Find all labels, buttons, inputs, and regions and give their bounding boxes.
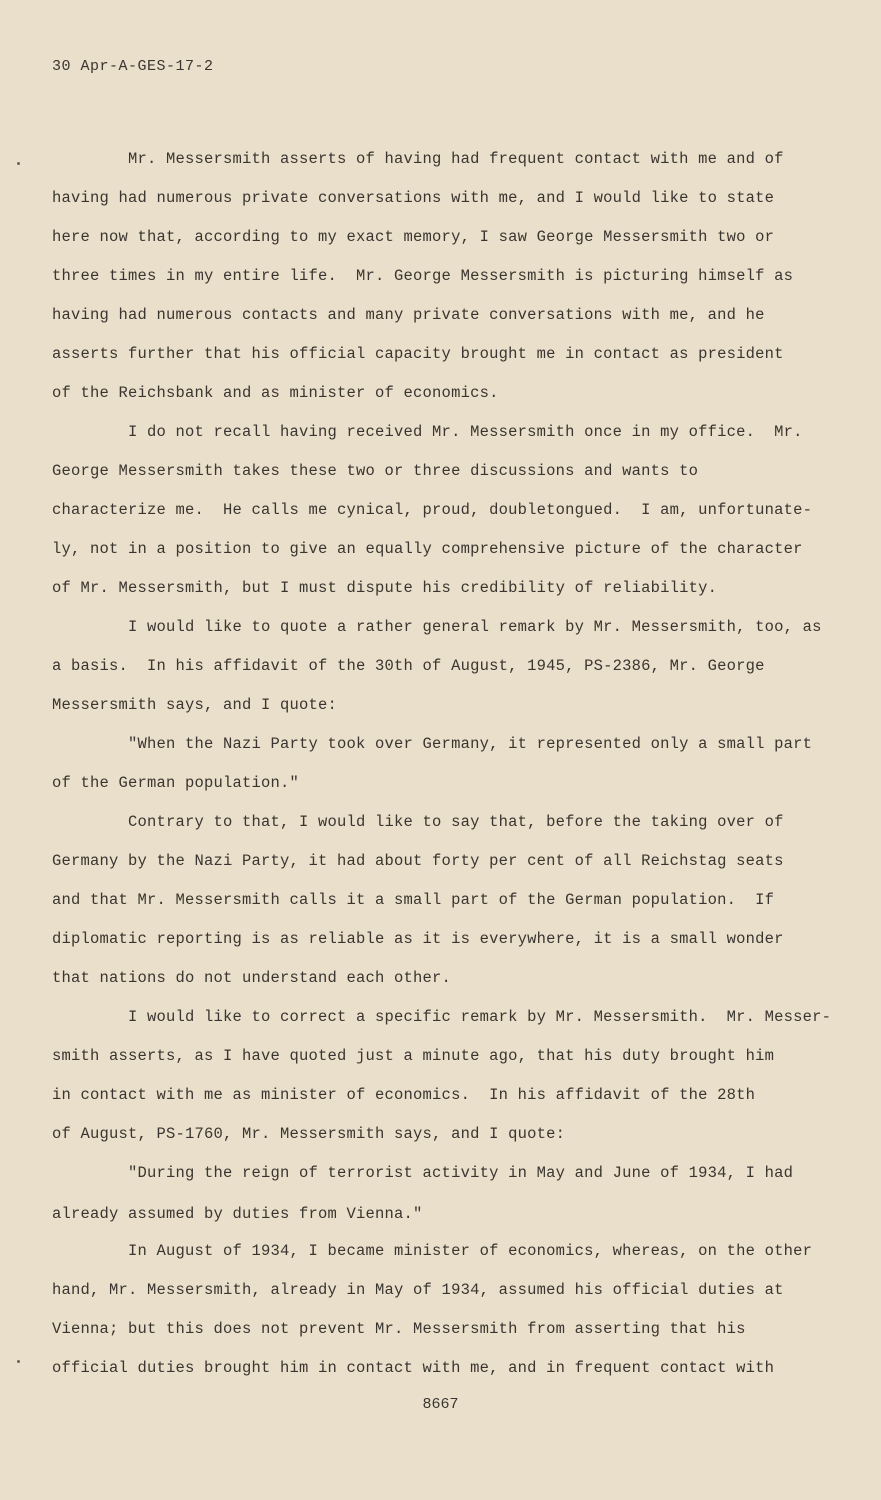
document-header: 30 Apr-A-GES-17-2 [52, 58, 214, 75]
text-line: characterize me. He calls me cynical, proud, doubletongued. I am, unfortunate- [52, 501, 813, 519]
text-line: Contrary to that, I would like to say that, before the taking over of [52, 813, 784, 831]
text-line: three times in my entire life. Mr. George Messersmith is picturing himself as [52, 267, 794, 285]
text-line: George Messersmith takes these two or three discussions and wants to [52, 462, 699, 480]
text-line: Vienna; but this does not prevent Mr. Messersmith from asserting that his [52, 1320, 746, 1338]
text-line: "During the reign of terrorist activity in May and June of 1934, I had [52, 1164, 794, 1182]
text-line: already assumed by duties from Vienna." [52, 1205, 423, 1223]
text-line: having had numerous private conversations with me, and I would like to state [52, 189, 775, 207]
text-line: "When the Nazi Party took over Germany, it represented only a small part [52, 735, 813, 753]
margin-mark [17, 162, 20, 165]
text-line: Mr. Messersmith asserts of having had frequent contact with me and of [52, 150, 784, 168]
text-line: official duties brought him in contact with me, and in frequent contact with [52, 1359, 775, 1377]
margin-mark [17, 1360, 20, 1363]
text-line: smith asserts, as I have quoted just a minute ago, that his duty brought him [52, 1047, 775, 1065]
text-line: ly, not in a position to give an equally comprehensive picture of the character [52, 540, 803, 558]
text-line: asserts further that his official capacity brought me in contact as president [52, 345, 784, 363]
text-line: of the Reichsbank and as minister of economics. [52, 384, 499, 402]
page-number: 8667 [422, 1396, 459, 1413]
text-line: of August, PS-1760, Mr. Messersmith says, and I quote: [52, 1125, 566, 1143]
text-line: in contact with me as minister of economics. In his affidavit of the 28th [52, 1086, 756, 1104]
text-line: In August of 1934, I became minister of economics, whereas, on the other [52, 1242, 813, 1260]
text-line: that nations do not understand each other. [52, 969, 452, 987]
text-line: I would like to quote a rather general remark by Mr. Messersmith, too, as [52, 618, 822, 636]
text-line: having had numerous contacts and many private conversations with me, and he [52, 306, 765, 324]
text-line: I would like to correct a specific remark by Mr. Messersmith. Mr. Messer- [52, 1008, 832, 1026]
text-line: of Mr. Messersmith, but I must dispute his credibility of reliability. [52, 579, 718, 597]
text-line: here now that, according to my exact memory, I saw George Messersmith two or [52, 228, 775, 246]
text-line: I do not recall having received Mr. Messersmith once in my office. Mr. [52, 423, 803, 441]
text-line: hand, Mr. Messersmith, already in May of 1934, assumed his official duties at [52, 1281, 784, 1299]
text-line: Germany by the Nazi Party, it had about forty per cent of all Reichstag seats [52, 852, 784, 870]
text-line: and that Mr. Messersmith calls it a small part of the German population. If [52, 891, 775, 909]
text-line: diplomatic reporting is as reliable as it is everywhere, it is a small wonder [52, 930, 784, 948]
text-line: Messersmith says, and I quote: [52, 696, 338, 714]
text-line: of the German population." [52, 774, 300, 792]
text-line: a basis. In his affidavit of the 30th of August, 1945, PS-2386, Mr. George [52, 657, 765, 675]
